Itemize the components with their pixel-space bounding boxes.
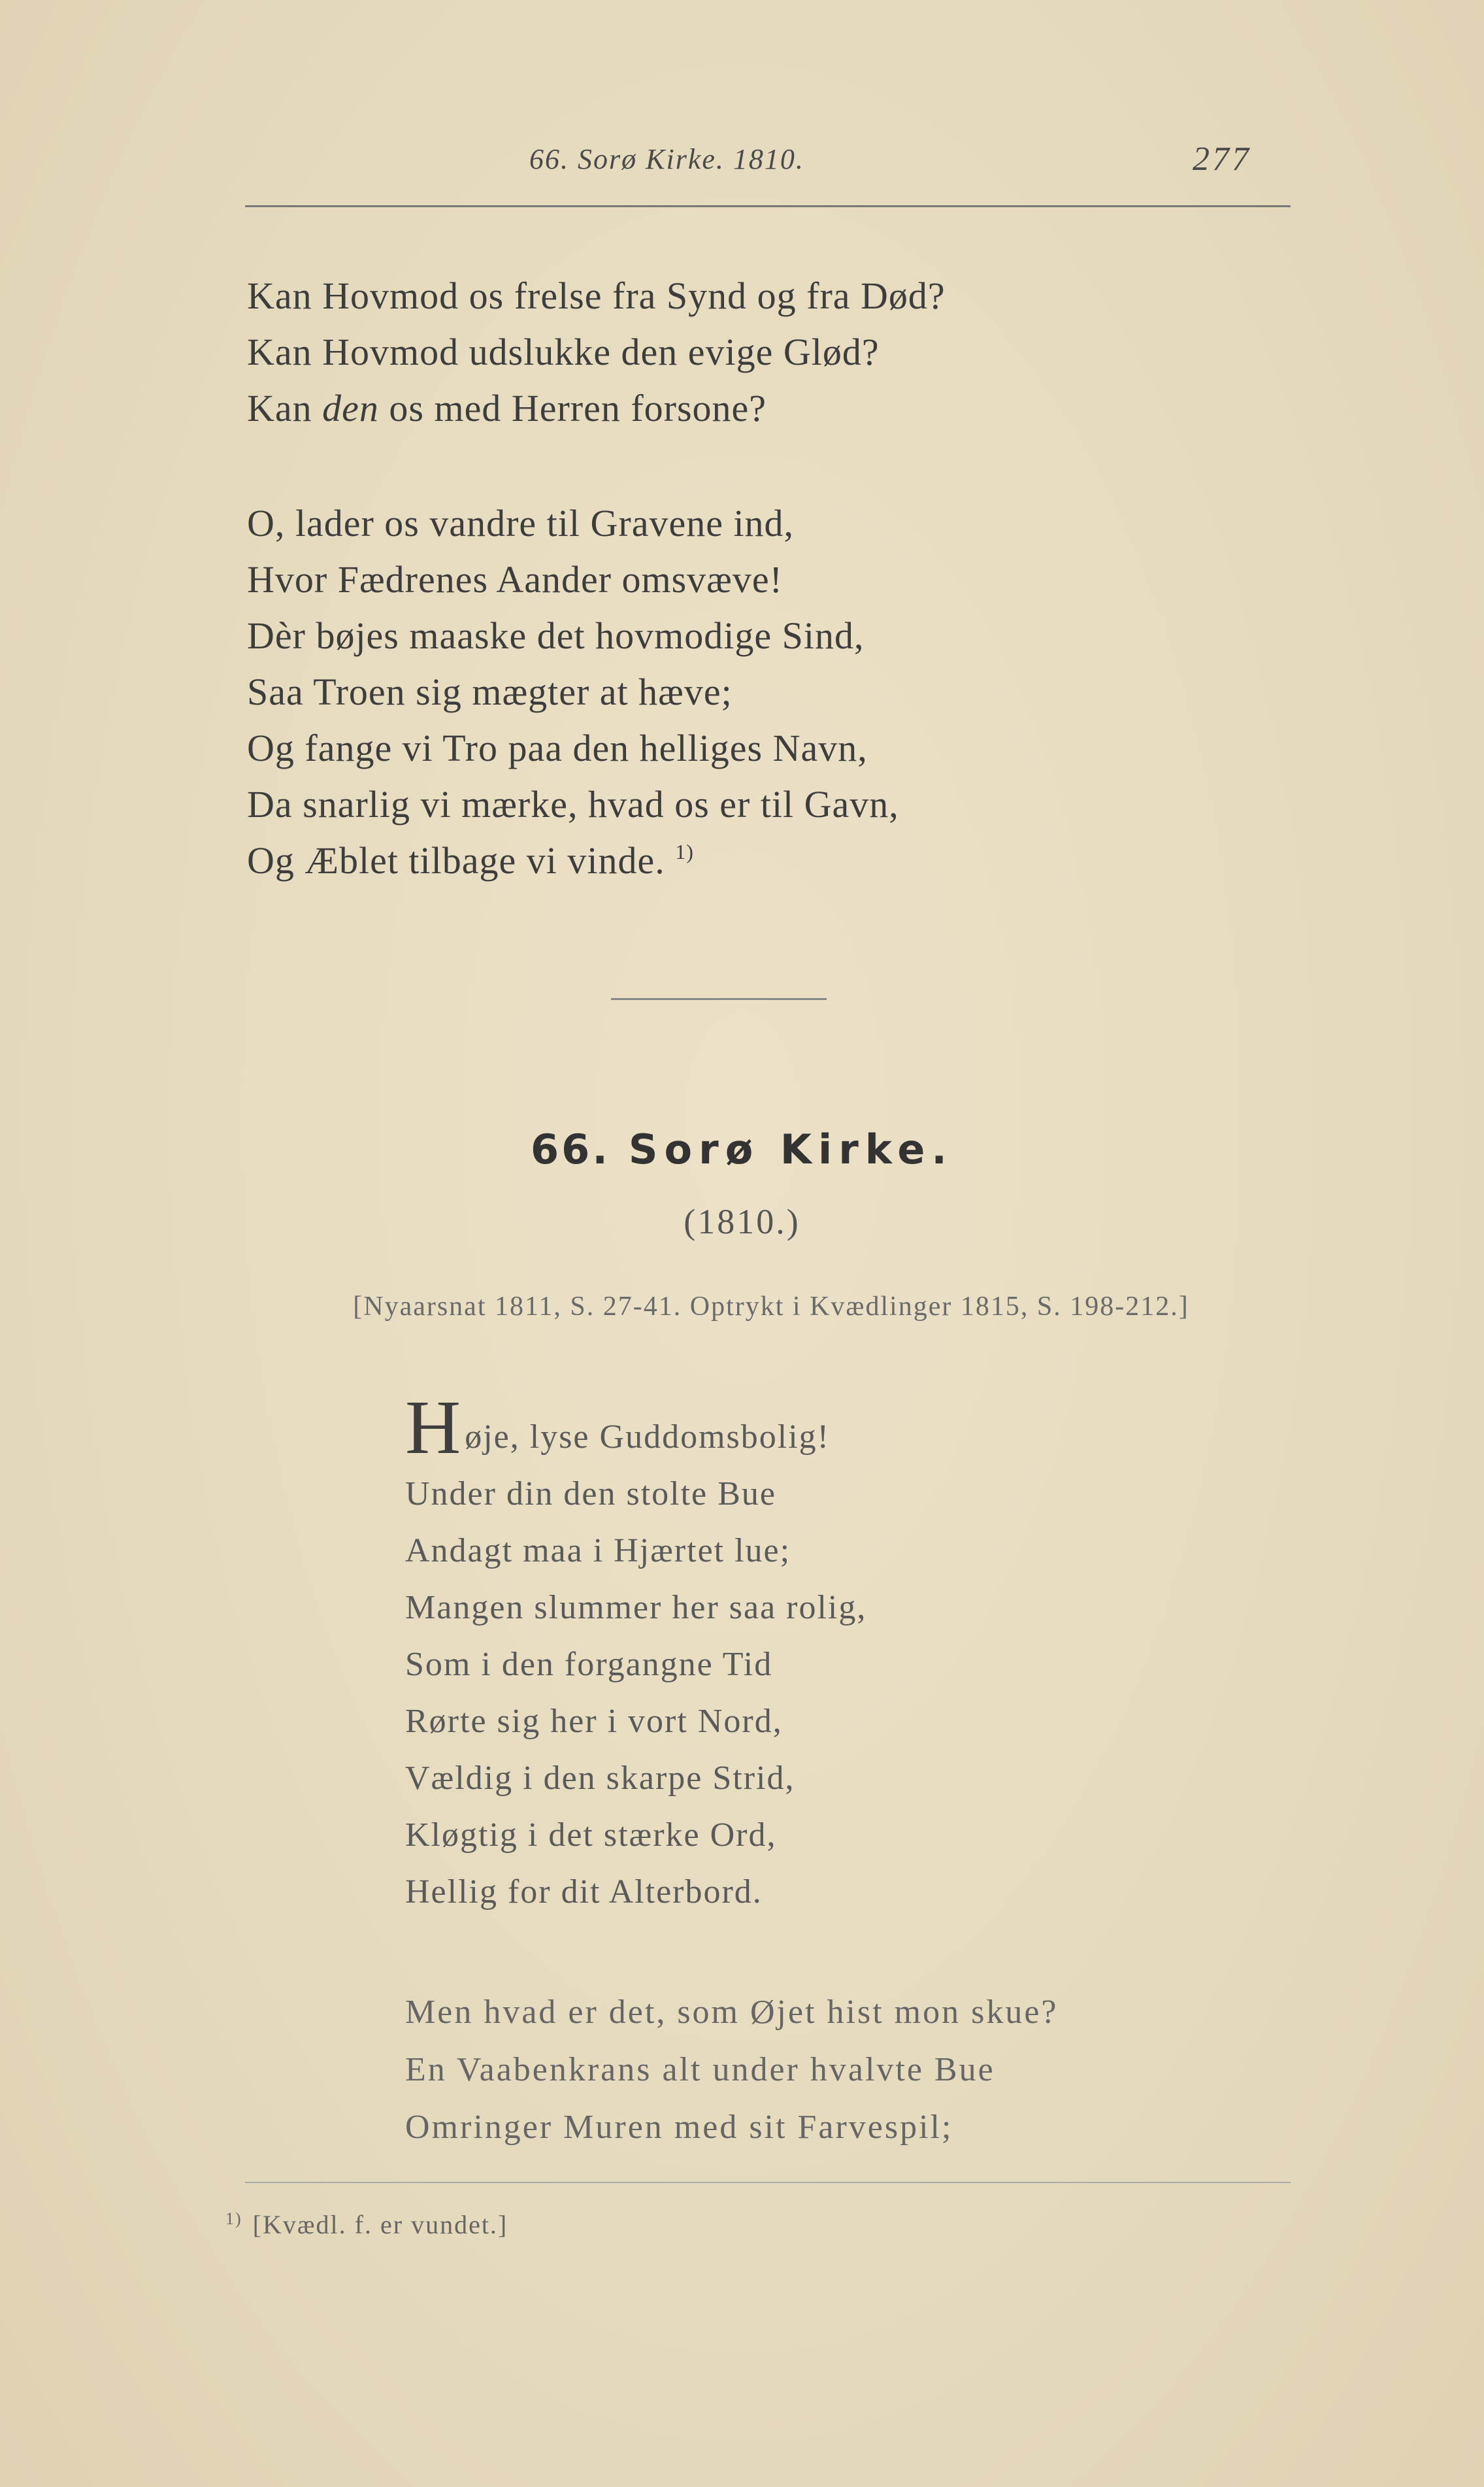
stanza-3 [405,1384,867,1920]
page-number: 277 [1193,141,1251,178]
verse-line: Kløgtig i det stærke Ord, [405,1816,777,1854]
poem-number: 66. [531,1126,610,1173]
verse-line [247,380,946,437]
poem-end-rule [611,998,827,1000]
verse-line: Rørte sig her i vort Nord, [405,1703,783,1740]
verse-line: Kan Hovmod udslukke den evige Glød? [247,331,880,373]
footnote-text: [Kvædl. f. er vundet.] [252,2210,508,2239]
drop-cap: H [405,1384,461,1470]
running-head [242,136,1287,182]
verse-line: Hvor Fædrenes Aander omsvæve! [247,558,783,601]
source-note: [Nyaarsnat 1811, S. 27-41. Optrykt i Kvædlinger 1815, S. 198-212.] [353,1292,1189,1322]
footnote-rule [245,2182,1291,2183]
footnote-reference[interactable]: 1) [675,840,694,863]
verse-line: Omringer Muren med sit Farvespil; [405,2109,953,2146]
verse-line [247,833,899,889]
stanza-4 [405,1984,1059,2156]
footnote [225,2209,508,2240]
italic-word: den [322,387,379,429]
poem-title-text: Sorø Kirke. [628,1126,953,1173]
verse-line: Men hvad er det, som Øjet hist mon skue? [405,1994,1059,2031]
verse-line [405,1384,866,1470]
verse-line: Under din den stolte Bue [405,1475,776,1512]
verse-text: Og Æblet tilbage vi vinde. [247,839,665,882]
verse-line: Da snarlig vi mærke, hvad os er til Gavn, [247,783,899,826]
verse-line: Som i den forgangne Tid [405,1646,773,1683]
stanza-2 [247,495,899,889]
verse-line: Dèr bøjes maaske det hovmodige Sind, [247,614,865,657]
poem-year: (1810.) [684,1202,800,1241]
verse-line: O, lader os vandre til Gravene ind, [247,502,795,544]
header-rule [245,205,1291,207]
running-head-title: 66. Sorø Kirke. 1810. [529,143,804,175]
verse-line: Vældig i den skarpe Strid, [405,1760,795,1797]
verse-text: os med Herren forsone? [378,387,767,429]
verse-text: øje, lyse Guddomsbolig! [465,1418,830,1456]
verse-line: Saa Troen sig mægter at hæve; [247,671,733,713]
verse-text: Kan [247,387,323,429]
poem-title [0,1126,1484,1173]
verse-line: Andagt maa i Hjærtet lue; [405,1532,791,1569]
verse-line: Kan Hovmod os frelse fra Synd og fra Død? [247,275,946,317]
footnote-mark: 1) [225,2209,242,2228]
verse-line: En Vaabenkrans alt under hvalvte Bue [405,2051,995,2088]
verse-line: Hellig for dit Alterbord. [405,1873,763,1911]
stanza-1 [247,268,946,437]
verse-line: Og fange vi Tro paa den helliges Navn, [247,727,868,769]
verse-line: Mangen slummer her saa rolig, [405,1589,867,1626]
